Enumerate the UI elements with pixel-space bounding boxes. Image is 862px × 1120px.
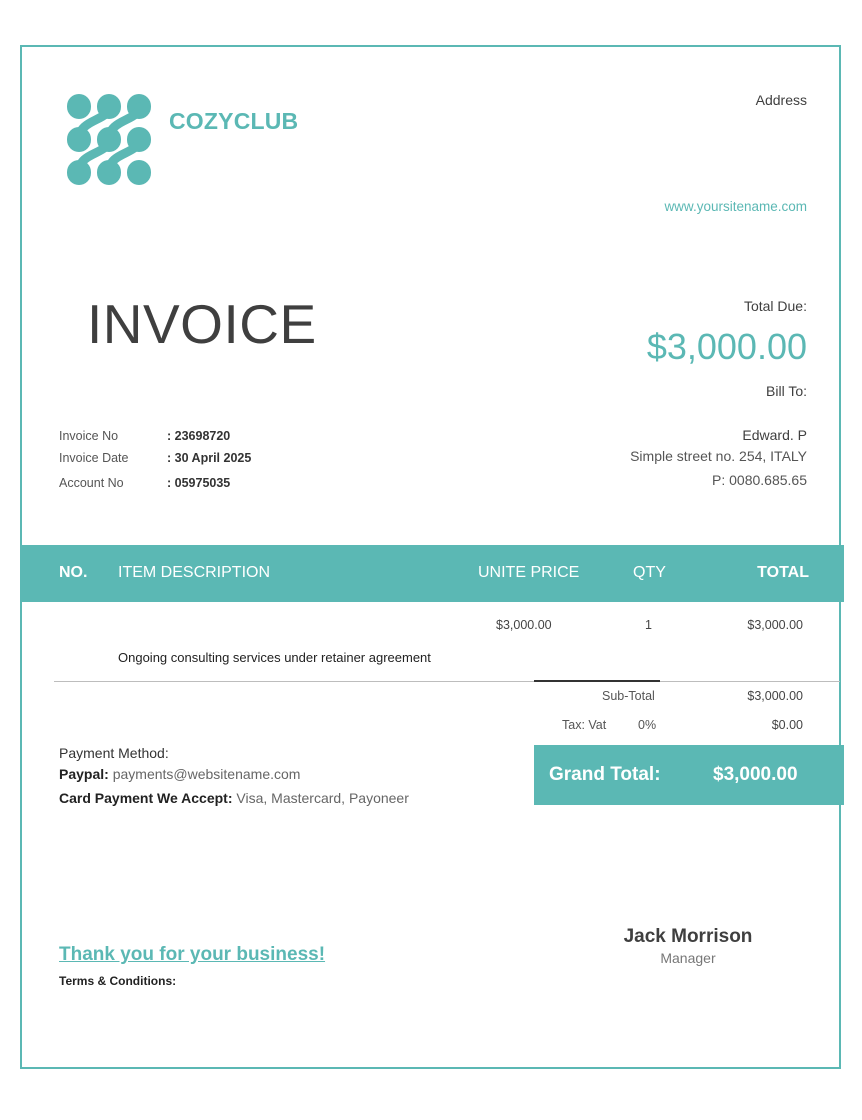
col-header-description: ITEM DESCRIPTION	[118, 564, 271, 581]
item-total: $3,000.00	[747, 618, 803, 632]
card-payment-value: Visa, Mastercard, Payoneer	[236, 790, 409, 806]
paypal-email: payments@websitename.com	[112, 766, 301, 782]
items-table-header	[22, 545, 844, 602]
bill-to-label: Bill To:	[766, 383, 807, 399]
subtotal-label: Sub-Total	[602, 689, 655, 703]
paypal-label: Paypal:	[59, 766, 109, 782]
payment-method-label: Payment Method:	[59, 745, 169, 761]
grand-total-box	[534, 745, 844, 805]
col-header-no: NO.	[59, 564, 88, 581]
invoice-date-label: Invoice Date	[59, 451, 129, 465]
invoice-title: INVOICE	[87, 293, 317, 355]
thank-you-message: Thank you for your business!	[59, 944, 326, 965]
item-unit-price: $3,000.00	[496, 618, 552, 632]
item-description: Ongoing consulting services under retainer agreement	[118, 650, 431, 665]
total-due-label: Total Due:	[743, 298, 807, 314]
grand-total-value: $3,000.00	[713, 764, 798, 785]
tax-label: Tax: Vat	[562, 718, 607, 732]
grand-total-label: Grand Total:	[549, 764, 661, 785]
col-header-unit-price: UNITE PRICE	[478, 564, 580, 581]
signer-name: Jack Morrison	[623, 926, 753, 947]
card-payment-line	[59, 790, 409, 806]
table-divider	[54, 681, 840, 682]
invoice-no-value: : 23698720	[167, 429, 231, 443]
invoice-no-label: Invoice No	[59, 429, 119, 443]
bill-to-name: Edward. P	[742, 427, 807, 443]
account-no-value: : 05975035	[167, 476, 231, 490]
card-payment-label: Card Payment We Accept:	[59, 790, 233, 806]
signer-role: Manager	[660, 950, 716, 966]
cozyclub-dots-logo-icon	[67, 93, 151, 186]
bill-to-street: Simple street no. 254, ITALY	[630, 448, 807, 464]
tax-rate: 0%	[638, 718, 657, 732]
terms-conditions-label: Terms & Conditions:	[59, 974, 177, 988]
tax-value: $0.00	[771, 718, 803, 732]
address-label: Address	[755, 92, 807, 108]
website-link[interactable]: www.yoursitename.com	[664, 199, 807, 214]
brand-name: COZYCLUB	[169, 108, 299, 134]
col-header-qty: QTY	[633, 564, 666, 581]
account-no-label: Account No	[59, 476, 124, 490]
total-due-amount: $3,000.00	[646, 326, 807, 367]
invoice-date-value: : 30 April 2025	[167, 451, 252, 465]
item-qty: 1	[645, 618, 652, 632]
subtotal-divider	[534, 680, 660, 682]
paypal-line	[59, 766, 300, 782]
col-header-total: TOTAL	[757, 564, 809, 581]
subtotal-value: $3,000.00	[747, 689, 803, 703]
bill-to-phone: P: 0080.685.65	[712, 472, 807, 488]
